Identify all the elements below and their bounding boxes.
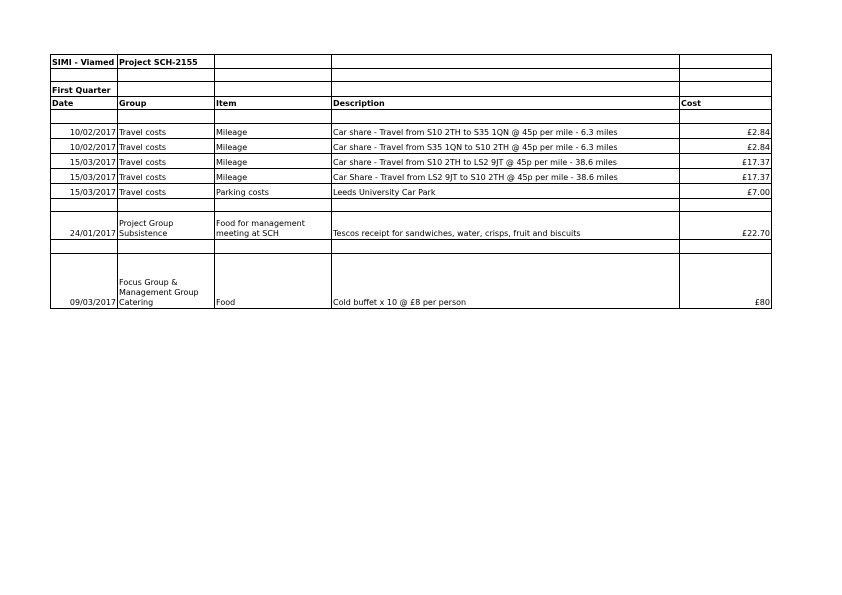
group-cell[interactable]: Travel costs [118,139,215,154]
empty-cell[interactable] [118,69,215,82]
item-line: Food for management [216,219,305,228]
cost-cell[interactable]: £17.37 [680,169,772,184]
description-cell[interactable]: Car share - Travel from S10 2TH to LS2 9JT @ 45p per mile - 38.6 miles [332,154,680,169]
empty-cell[interactable] [215,199,332,212]
header-description[interactable]: Description [332,97,680,110]
cost-cell[interactable]: £22.70 [680,212,772,240]
empty-cell[interactable] [215,82,332,97]
table-row [51,139,772,154]
item-cell[interactable]: Parking costs [215,184,332,199]
table-row [51,124,772,139]
cost-cell[interactable]: £80 [680,254,772,309]
item-cell[interactable] [215,212,332,240]
empty-cell[interactable] [680,199,772,212]
table-row [51,154,772,169]
blank-row [51,69,772,82]
item-cell[interactable]: Mileage [215,139,332,154]
description-cell[interactable]: Car Share - Travel from LS2 9JT to S10 2TH @ 45p per mile - 38.6 miles [332,169,680,184]
header-group[interactable]: Group [118,97,215,110]
title-right-cell[interactable]: Project SCH-2155 [118,55,215,69]
empty-cell[interactable] [118,110,215,124]
group-line: Catering [119,298,154,307]
item-line: meeting at SCH [216,229,279,238]
date-cell[interactable]: 24/01/2017 [51,212,118,240]
blank-row [51,240,772,254]
group-cell[interactable]: Travel costs [118,124,215,139]
cost-cell[interactable]: £2.84 [680,139,772,154]
table-row [51,184,772,199]
empty-cell[interactable] [215,110,332,124]
item-cell[interactable]: Food [215,254,332,309]
empty-cell[interactable] [51,240,118,254]
group-cell[interactable]: Travel costs [118,184,215,199]
cost-cell[interactable]: £2.84 [680,124,772,139]
blank-row [51,110,772,124]
empty-cell[interactable] [680,82,772,97]
empty-cell[interactable] [680,110,772,124]
header-date[interactable]: Date [51,97,118,110]
empty-cell[interactable] [51,110,118,124]
table-row [51,212,772,240]
empty-cell[interactable] [332,69,680,82]
empty-cell[interactable] [332,240,680,254]
table-row [51,169,772,184]
item-cell[interactable]: Mileage [215,154,332,169]
date-cell[interactable]: 10/02/2017 [51,124,118,139]
date-cell[interactable]: 15/03/2017 [51,184,118,199]
description-cell[interactable]: Car share - Travel from S35 1QN to S10 2TH @ 45p per mile - 6.3 miles [332,139,680,154]
cost-cell[interactable]: £7.00 [680,184,772,199]
date-cell[interactable]: 15/03/2017 [51,169,118,184]
header-row [51,97,772,110]
empty-cell[interactable] [215,55,332,69]
date-cell[interactable]: 10/02/2017 [51,139,118,154]
empty-cell[interactable] [680,69,772,82]
title-left-cell[interactable]: SIMI - Viamed [51,55,118,69]
empty-cell[interactable] [332,110,680,124]
title-row [51,55,772,69]
empty-cell[interactable] [118,82,215,97]
empty-cell[interactable] [51,69,118,82]
description-cell[interactable]: Tescos receipt for sandwiches, water, crisps, fruit and biscuits [332,212,680,240]
section-row [51,82,772,97]
header-item[interactable]: Item [215,97,332,110]
empty-cell[interactable] [680,55,772,69]
date-cell[interactable]: 15/03/2017 [51,154,118,169]
header-cost[interactable]: Cost [680,97,772,110]
empty-cell[interactable] [680,240,772,254]
group-cell[interactable]: Travel costs [118,154,215,169]
group-line: Subsistence [119,229,168,238]
description-cell[interactable]: Cold buffet x 10 @ £8 per person [332,254,680,309]
cost-cell[interactable]: £17.37 [680,154,772,169]
empty-cell[interactable] [332,199,680,212]
group-line: Management Group [119,288,199,297]
section-label[interactable]: First Quarter [51,82,118,97]
date-cell[interactable]: 09/03/2017 [51,254,118,309]
group-cell[interactable] [118,254,215,309]
description-cell[interactable]: Car share - Travel from S10 2TH to S35 1QN @ 45p per mile - 6.3 miles [332,124,680,139]
empty-cell[interactable] [215,240,332,254]
empty-cell[interactable] [332,82,680,97]
item-cell[interactable]: Mileage [215,169,332,184]
description-cell[interactable]: Leeds University Car Park [332,184,680,199]
empty-cell[interactable] [118,199,215,212]
expenses-sheet [50,54,772,309]
empty-cell[interactable] [215,69,332,82]
group-cell[interactable] [118,212,215,240]
table-row [51,254,772,309]
group-cell[interactable]: Travel costs [118,169,215,184]
empty-cell[interactable] [332,55,680,69]
empty-cell[interactable] [118,240,215,254]
blank-row [51,199,772,212]
group-line: Focus Group & [119,278,178,287]
item-cell[interactable]: Mileage [215,124,332,139]
group-line: Project Group [119,219,174,228]
empty-cell[interactable] [51,199,118,212]
